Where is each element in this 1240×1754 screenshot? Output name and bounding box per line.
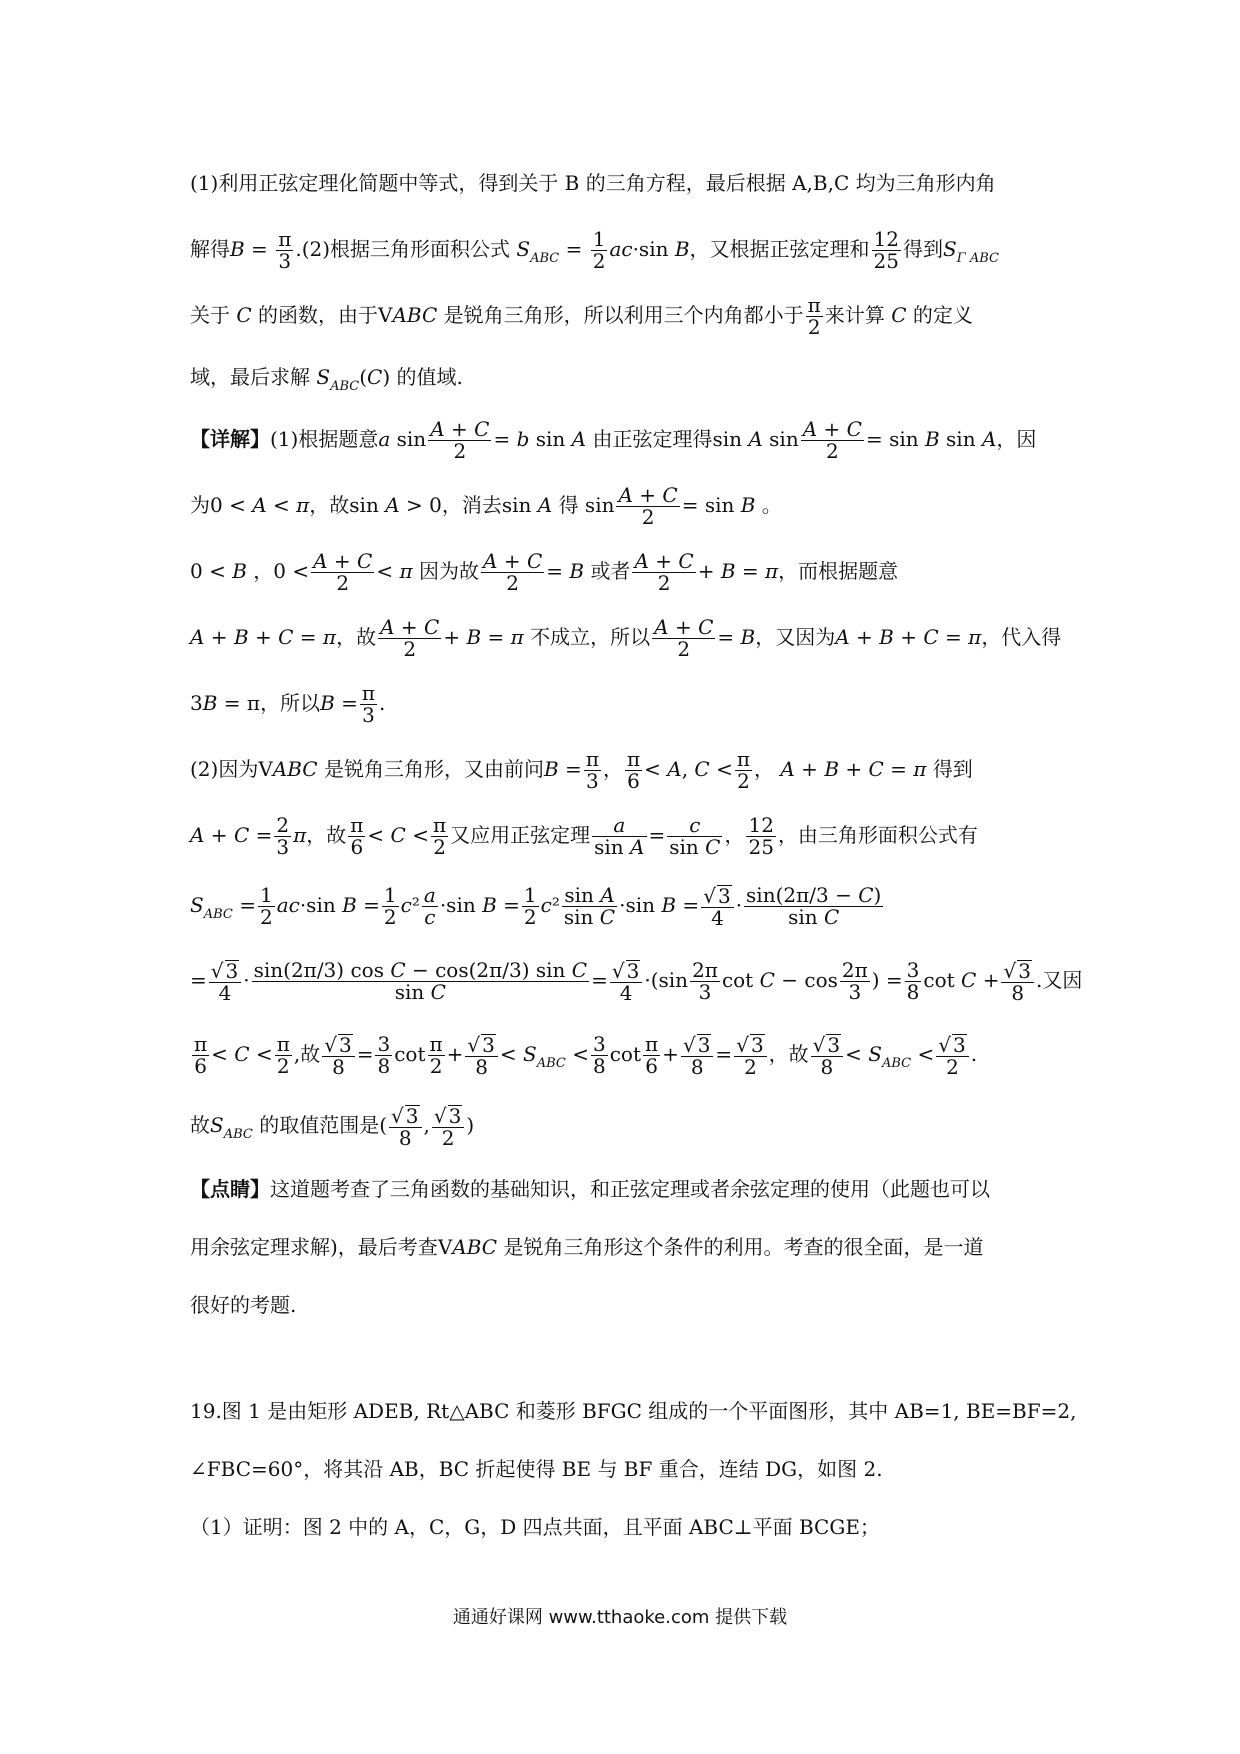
comment-line-2: 用余弦定理求解)，最后考查VABC 是锐角三角形这个条件的利用。考查的很全面，是一道 xyxy=(190,1235,984,1259)
formula-pi-over-3: $\frac{\pi}{3}$ xyxy=(278,227,292,273)
detail-area-formula-1: $S_{ABC}$ = $\frac{1}{2}$ ac·sin B = $\frac{1}{2}$ c² $\frac{a}{c}$ ·sin B = $\frac{1}{2}$ c² $\frac{\text{sin A}}{\text{sin C}}$ ·sin B = $\frac{√ 3}{4}$ · $\frac{\sin(2\pi/3 - C)}{\text{sin C}}$ xyxy=(190,883,882,930)
formula-half: $\frac{1}{2}$ xyxy=(592,227,606,273)
detail-line-1: 【详解】(1)根据题意a sin $\frac{A + C}{2}$ = b sin A 由正弦定理得sin A sin $\frac{A + C}{2}$ = sin B sin A，因 xyxy=(190,417,1037,463)
analysis-line-1: (1)利用正弦定理化简题中等式，得到关于 B 的三角方程，最后根据 A,B,C 均为三角形内角 xyxy=(190,171,996,195)
analysis-line-3: 关于 C 的函数，由于VABC 是锐角三角形，所以利用三个内角都小于 $\frac{\pi}{2}$ 来计算 C 的定义 xyxy=(190,293,973,339)
detail-part2-line-2: A + C = $\frac{2}{3}$ π，故 $\frac{\pi}{6}$ < C < $\frac{\pi}{2}$ 又应用正弦定理 $\frac{a}{\text{sin A}}$ = $\frac{c}{\text{sin C}}$ ， $\frac{12}{25}$ ，由三角形面积公式有 xyxy=(190,813,978,859)
detail-conclusion: 故$S_{ABC}$ 的取值范围是( $\frac{√ 3}{8}$ , $\frac{√ 3}{2}$ ) xyxy=(190,1103,475,1150)
detail-range-line: $\frac{\pi}{6}$ < C < $\frac{\pi}{2}$ ,故 $\frac{√ 3}{8}$ = $\frac{3}{8}$ cot $\frac{\pi}{2}$ + $\frac{√ 3}{8}$ < $S_{ABC}$ < $\frac{3}{8}$ cot $\frac{\pi}{6}$ + $\frac{√ 3}{8}$ = $\frac{√ 3}{2}$ ，故 $\frac{√ 3}{8}$ < $S_{ABC}$ < $\frac{√ 3}{2}$ . xyxy=(194,1032,978,1079)
document-body xyxy=(190,150,1083,1556)
comment-tag: 【点睛】 xyxy=(190,1177,270,1201)
question-19-line-3: （1）证明：图 2 中的 A，C，G，D 四点共面，且平面 ABC⊥平面 BCGE； xyxy=(190,1515,880,1539)
comment-line-3: 很好的考题. xyxy=(190,1293,297,1317)
question-19-line-1: 19.图 1 是由矩形 ADEB, Rt△ABC 和菱形 BFGC 组成的一个平面图形，其中 AB=1, BE=BF=2, xyxy=(190,1399,1077,1423)
detail-line-3: 0 < B ，0 < $\frac{A + C}{2}$ < π 因为故 $\frac{A + C}{2}$ = B 或者 $\frac{A + C}{2}$ + B = π，而根据题意 xyxy=(190,549,899,595)
comment-line-1: 【点睛】这道题考查了三角函数的基础知识，和正弦定理或者余弦定理的使用（此题也可以 xyxy=(190,1177,990,1201)
detail-line-5: 3B = π，所以B = $\frac{\pi}{3}$ . xyxy=(190,681,386,727)
formula-12-25: $\frac{12}{25}$ xyxy=(873,227,899,273)
analysis-line-4: 域，最后求解 $S_{ABC}(C)$ 的值域. xyxy=(190,365,463,394)
page-footer: 通通好课网 www.tthaoke.com 提供下载 xyxy=(452,1607,788,1628)
detail-line-4: A + B + C = π，故 $\frac{A + C}{2}$ + B = π 不成立，所以 $\frac{A + C}{2}$ = B，又因为A + B + C = π，代入得 xyxy=(190,615,1062,661)
detail-area-formula-2: = $\frac{√ 3}{4}$ · $\frac{\text{sin(2π/3) cos C − cos(2π/3) sin C}}{\text{sin C}}$ = $\frac{√ 3}{4}$ ·(sin $\frac{2\pi}{3}$ cot C − cos $\frac{2\pi}{3}$ ) = $\frac{3}{8}$ cot C + $\frac{√ 3}{8}$ .又因 xyxy=(190,958,1083,1005)
analysis-line-2: 解得B = $\frac{\pi}{3}$ .(2)根据三角形面积公式 $S_{ABC}$ = $\frac{1}{2}$ ac·sin B，又根据正弦定理和 $\frac{12}{25}$ 得到$S_{\Gamma ABC}$ xyxy=(190,227,999,273)
question-19-line-2: ∠FBC=60°，将其沿 AB，BC 折起使得 BE 与 BF 重合，连结 DG，如图 2. xyxy=(190,1457,883,1481)
detail-tag: 【详解】 xyxy=(190,427,270,451)
detail-part2-line-1: (2)因为VABC 是锐角三角形，又由前问B = $\frac{\pi}{3}$ ， $\frac{\pi}{6}$ < A, C < $\frac{\pi}{2}$ ， A + B + C = π 得到 xyxy=(190,747,973,793)
formula-pi-over-2: $\frac{\pi}{2}$ xyxy=(807,293,821,339)
detail-line-2: 为0 < A < π，故sin A > 0，消去sin A 得 sin $\frac{A + C}{2}$ = sin B 。 xyxy=(190,483,782,529)
